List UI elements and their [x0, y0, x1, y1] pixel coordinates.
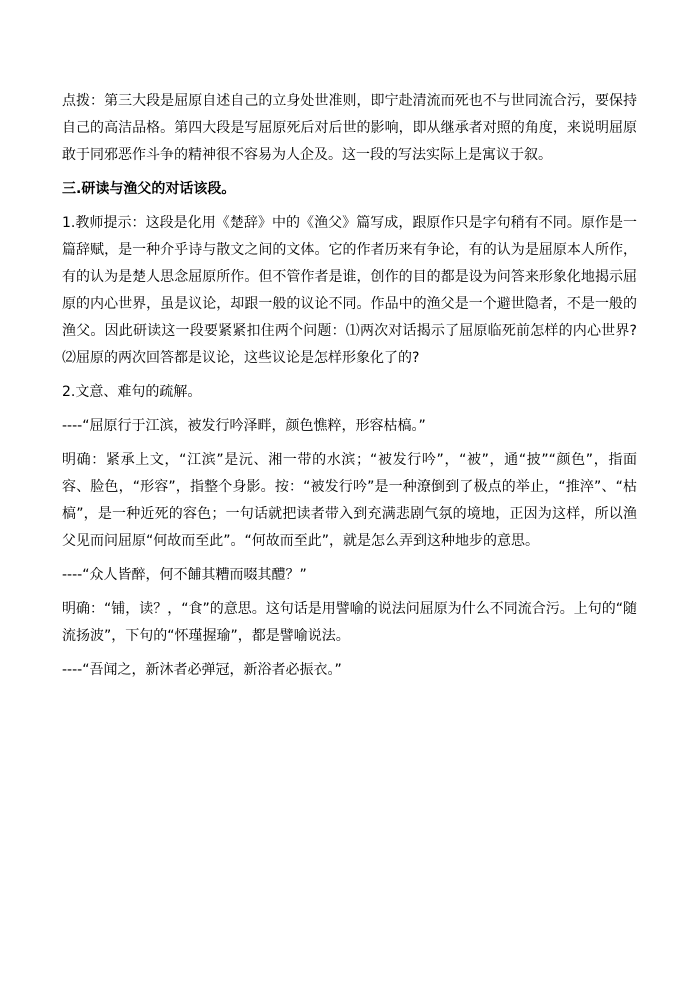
- paragraph-subheading: 2.文意、难句的疏解。: [62, 384, 202, 400]
- section-heading: 三.研读与渔父的对话该段。: [62, 181, 236, 197]
- paragraph-explanation-1: 明确：紧承上文，“江滨”是沅、湘一带的水滨；“被发行吟”，“被”，通“披”“颜色”，指面容、脸色，“形容”，指整个身影。按：“被发行吟”是一种潦倒到了极点的举止，“推淬”、“枯槁”，是一种近死的容色；一句话就把读者带入到充满悲剧气氛的境地，正因为这样，所以渔父见而问屈原“何故而至此”。“何故而至此”，就是怎么弄到这种地步的意思。: [62, 452, 637, 549]
- quote-line-3: ----“吾闻之，新沐者必弹冠，新浴者必振衣。”: [62, 662, 342, 678]
- paragraph-explanation-2: 明确：“铺，读？，“食”的意思。这句话是用譬喻的说法问屈原为什么不同流合污。上句的“随流扬波”，下句的“怀瑾握瑜”，都是譬喻说法。: [62, 601, 638, 644]
- quote-line-2: ----“众人皆醉，何不餔其糟而啜其醴？”: [62, 567, 307, 583]
- document-page: [62, 88, 637, 691]
- paragraph-commentary: 点拨：第三大段是屈原自述自己的立身处世准则，即宁赴清流而死也不与世同流合污，要保持自己的高洁品格。第四大段是写屈原死后对后世的影响，即从继承者对照的角度，来说明屈原敢于同邪恶作斗争的精神很不容易为人企及。这一段的写法实际上是寓议于叙。: [62, 93, 637, 163]
- quote-line-1: ----“屈原行于江滨，被发行吟泽畔，颜色憔粹，形容枯槁。”: [62, 418, 426, 434]
- paragraph-teacher-tip: 1.教师提示：这段是化用《楚辞》中的《渔父》篇写成，跟原作只是字句稍有不同。原作是一篇辞赋，是一种介乎诗与散文之间的文体。它的作者历来有争论，有的认为是屈原本人所作，有的认为是楚人思念屈原所作。但不管作者是谁，创作的目的都是设为问答来形象化地揭示屈原的内心世界，虽是议论，却跟一般的议论不同。作品中的渔父是一个避世隐者，不是一般的渔父。因此研读这一段要紧紧扣住两个问题：⑴两次对话揭示了屈原临死前怎样的内心世界?⑵屈原的两次回答都是议论，这些议论是怎样形象化了的?: [62, 215, 637, 366]
